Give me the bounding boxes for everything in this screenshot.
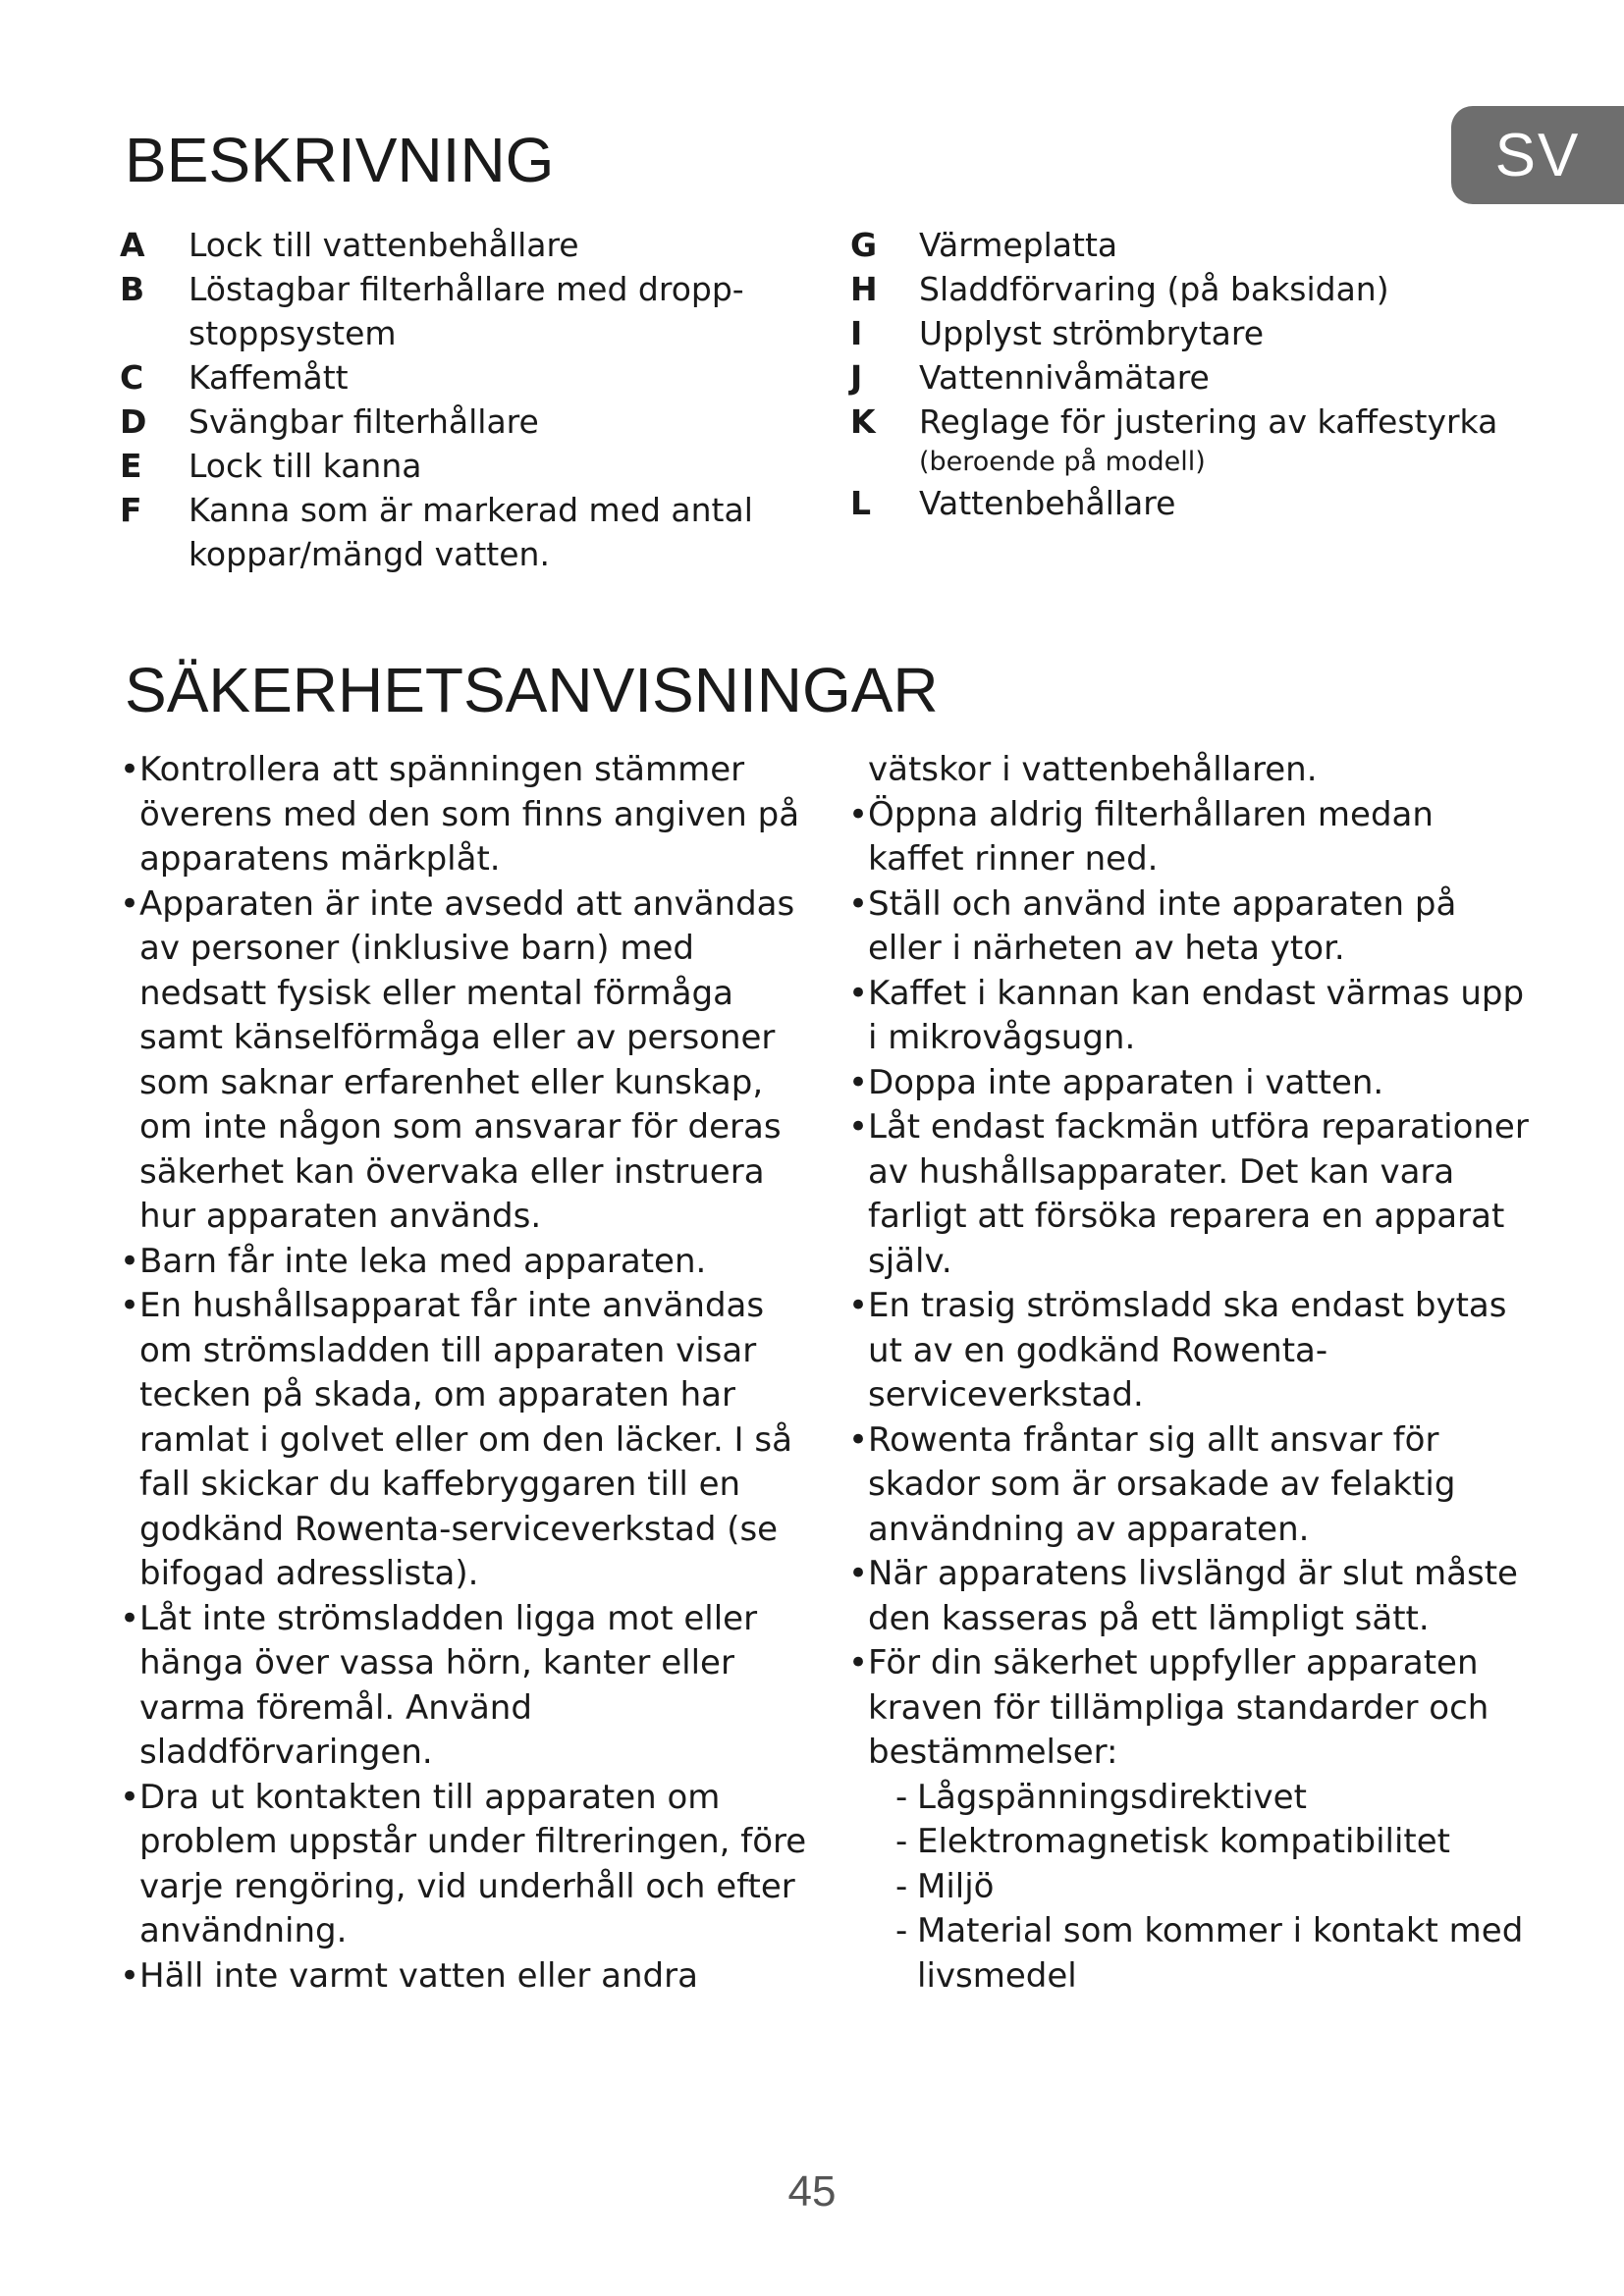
description-item xyxy=(120,400,807,444)
item-text: Svängbar filterhållare xyxy=(189,402,539,441)
description-item xyxy=(850,400,1538,481)
safety-bullet: • Kontrollera att spänningen stämmer överens med den som finns angiven på apparatens märkplåt. xyxy=(120,748,807,882)
item-text-main: Reglage för justering av kaffestyrka xyxy=(919,402,1498,441)
item-letter: A xyxy=(120,226,145,264)
item-text: Kanna som är markerad med antal koppar/mängd vatten. xyxy=(189,491,753,573)
description-item xyxy=(120,444,807,488)
safety-bullet: • Kaffet i kannan kan endast värmas upp i mikrovågsugn. xyxy=(848,972,1536,1061)
item-letter: F xyxy=(120,491,142,529)
description-item xyxy=(120,355,807,400)
item-text: Lock till vattenbehållare xyxy=(189,226,579,264)
safety-bullet: • Öppna aldrig filterhållaren medan kaffet rinner ned. xyxy=(848,793,1536,882)
safety-bullet: • Dra ut kontakten till apparaten om problem uppstår under filtreringen, före varje rengöring, vid underhåll och efter användning. xyxy=(120,1776,807,1954)
item-text xyxy=(919,400,1538,481)
safety-bullet-continuation: vätskor i vattenbehållaren. xyxy=(868,750,1318,789)
description-item xyxy=(850,311,1538,355)
safety-bullet: • För din säkerhet uppfyller apparaten kraven för tillämpliga standarder och bestämmelser: xyxy=(848,1641,1536,1776)
description-item xyxy=(120,488,807,576)
description-list-left xyxy=(120,223,807,576)
item-text: Kaffemått xyxy=(189,358,349,397)
safety-bullet: • En hushållsapparat får inte användas om strömsladden till apparaten visar tecken på skada, om apparaten har ramlat i golvet eller om den läcker. I så fall skickar du kaffebryggaren till en godkänd Rowenta-serviceverkstad (se bifogad adresslista). xyxy=(120,1284,807,1597)
description-item xyxy=(120,223,807,267)
item-text: Vattennivåmätare xyxy=(919,358,1210,397)
safety-bullet: • Barn får inte leka med apparaten. xyxy=(120,1240,807,1285)
description-heading: BESKRIVNING xyxy=(125,125,555,195)
safety-bullet: • Låt endast fackmän utföra reparationer av hushållsapparater. Det kan vara farligt att försöka reparera en apparat själv. xyxy=(848,1105,1536,1284)
item-text: Lock till kanna xyxy=(189,447,422,485)
page-number: 45 xyxy=(787,2167,837,2216)
standard-item: - Elektromagnetisk kompatibilitet xyxy=(895,1820,1536,1865)
safety-bullet: • Apparaten är inte avsedd att användas av personer (inklusive barn) med nedsatt fysisk eller mental förmåga samt känselförmåga eller av personer som saknar erfarenhet eller kunskap, om inte någon som ansvarar för deras säkerhet kan övervaka eller instruera hur apparaten används. xyxy=(120,882,807,1240)
item-text: Värmeplatta xyxy=(919,226,1118,264)
item-text: Upplyst strömbrytare xyxy=(919,314,1265,352)
item-letter: K xyxy=(850,402,876,441)
safety-heading: SÄKERHETSANVISNINGAR xyxy=(125,655,939,725)
language-tab: SV xyxy=(1451,106,1624,204)
item-letter: G xyxy=(850,226,878,264)
standard-item: - Material som kommer i kontakt med livsmedel xyxy=(895,1909,1536,1999)
item-text: Sladdförvaring (på baksidan) xyxy=(919,270,1389,308)
item-letter: J xyxy=(850,358,863,397)
item-note: (beroende på modell) xyxy=(919,447,1206,477)
description-item xyxy=(850,481,1538,525)
description-item xyxy=(850,355,1538,400)
description-item xyxy=(850,223,1538,267)
item-letter: E xyxy=(120,447,142,485)
safety-bullet: • Häll inte varmt vatten eller andra xyxy=(120,1954,807,2000)
safety-bullet: • Doppa inte apparaten i vatten. xyxy=(848,1061,1536,1106)
safety-column-right xyxy=(848,748,1536,1999)
item-letter: B xyxy=(120,270,145,308)
item-letter: C xyxy=(120,358,144,397)
item-letter: H xyxy=(850,270,878,308)
safety-bullet: • När apparatens livslängd är slut måste den kasseras på ett lämpligt sätt. xyxy=(848,1552,1536,1641)
description-list-right xyxy=(850,223,1538,525)
safety-bullet: • Ställ och använd inte apparaten på eller i närheten av heta ytor. xyxy=(848,882,1536,972)
safety-bullet: • En trasig strömsladd ska endast bytas ut av en godkänd Rowenta-serviceverkstad. xyxy=(848,1284,1536,1418)
safety-bullet: • Låt inte strömsladden ligga mot eller hänga över vassa hörn, kanter eller varma föremål. Använd sladdförvaringen. xyxy=(120,1597,807,1776)
safety-column-left xyxy=(120,748,807,1999)
description-item xyxy=(850,267,1538,311)
safety-bullet: • Rowenta fråntar sig allt ansvar för skador som är orsakade av felaktig användning av apparaten. xyxy=(848,1418,1536,1553)
item-text: Löstagbar filterhållare med dropp-stoppsystem xyxy=(189,270,744,352)
item-letter: D xyxy=(120,402,147,441)
standards-list xyxy=(848,1776,1536,2000)
item-text: Vattenbehållare xyxy=(919,484,1176,522)
standard-item: - Lågspänningsdirektivet xyxy=(895,1776,1536,1821)
item-letter: L xyxy=(850,484,872,522)
standard-item: - Miljö xyxy=(895,1865,1536,1910)
description-item xyxy=(120,267,807,355)
item-letter: I xyxy=(850,314,863,352)
